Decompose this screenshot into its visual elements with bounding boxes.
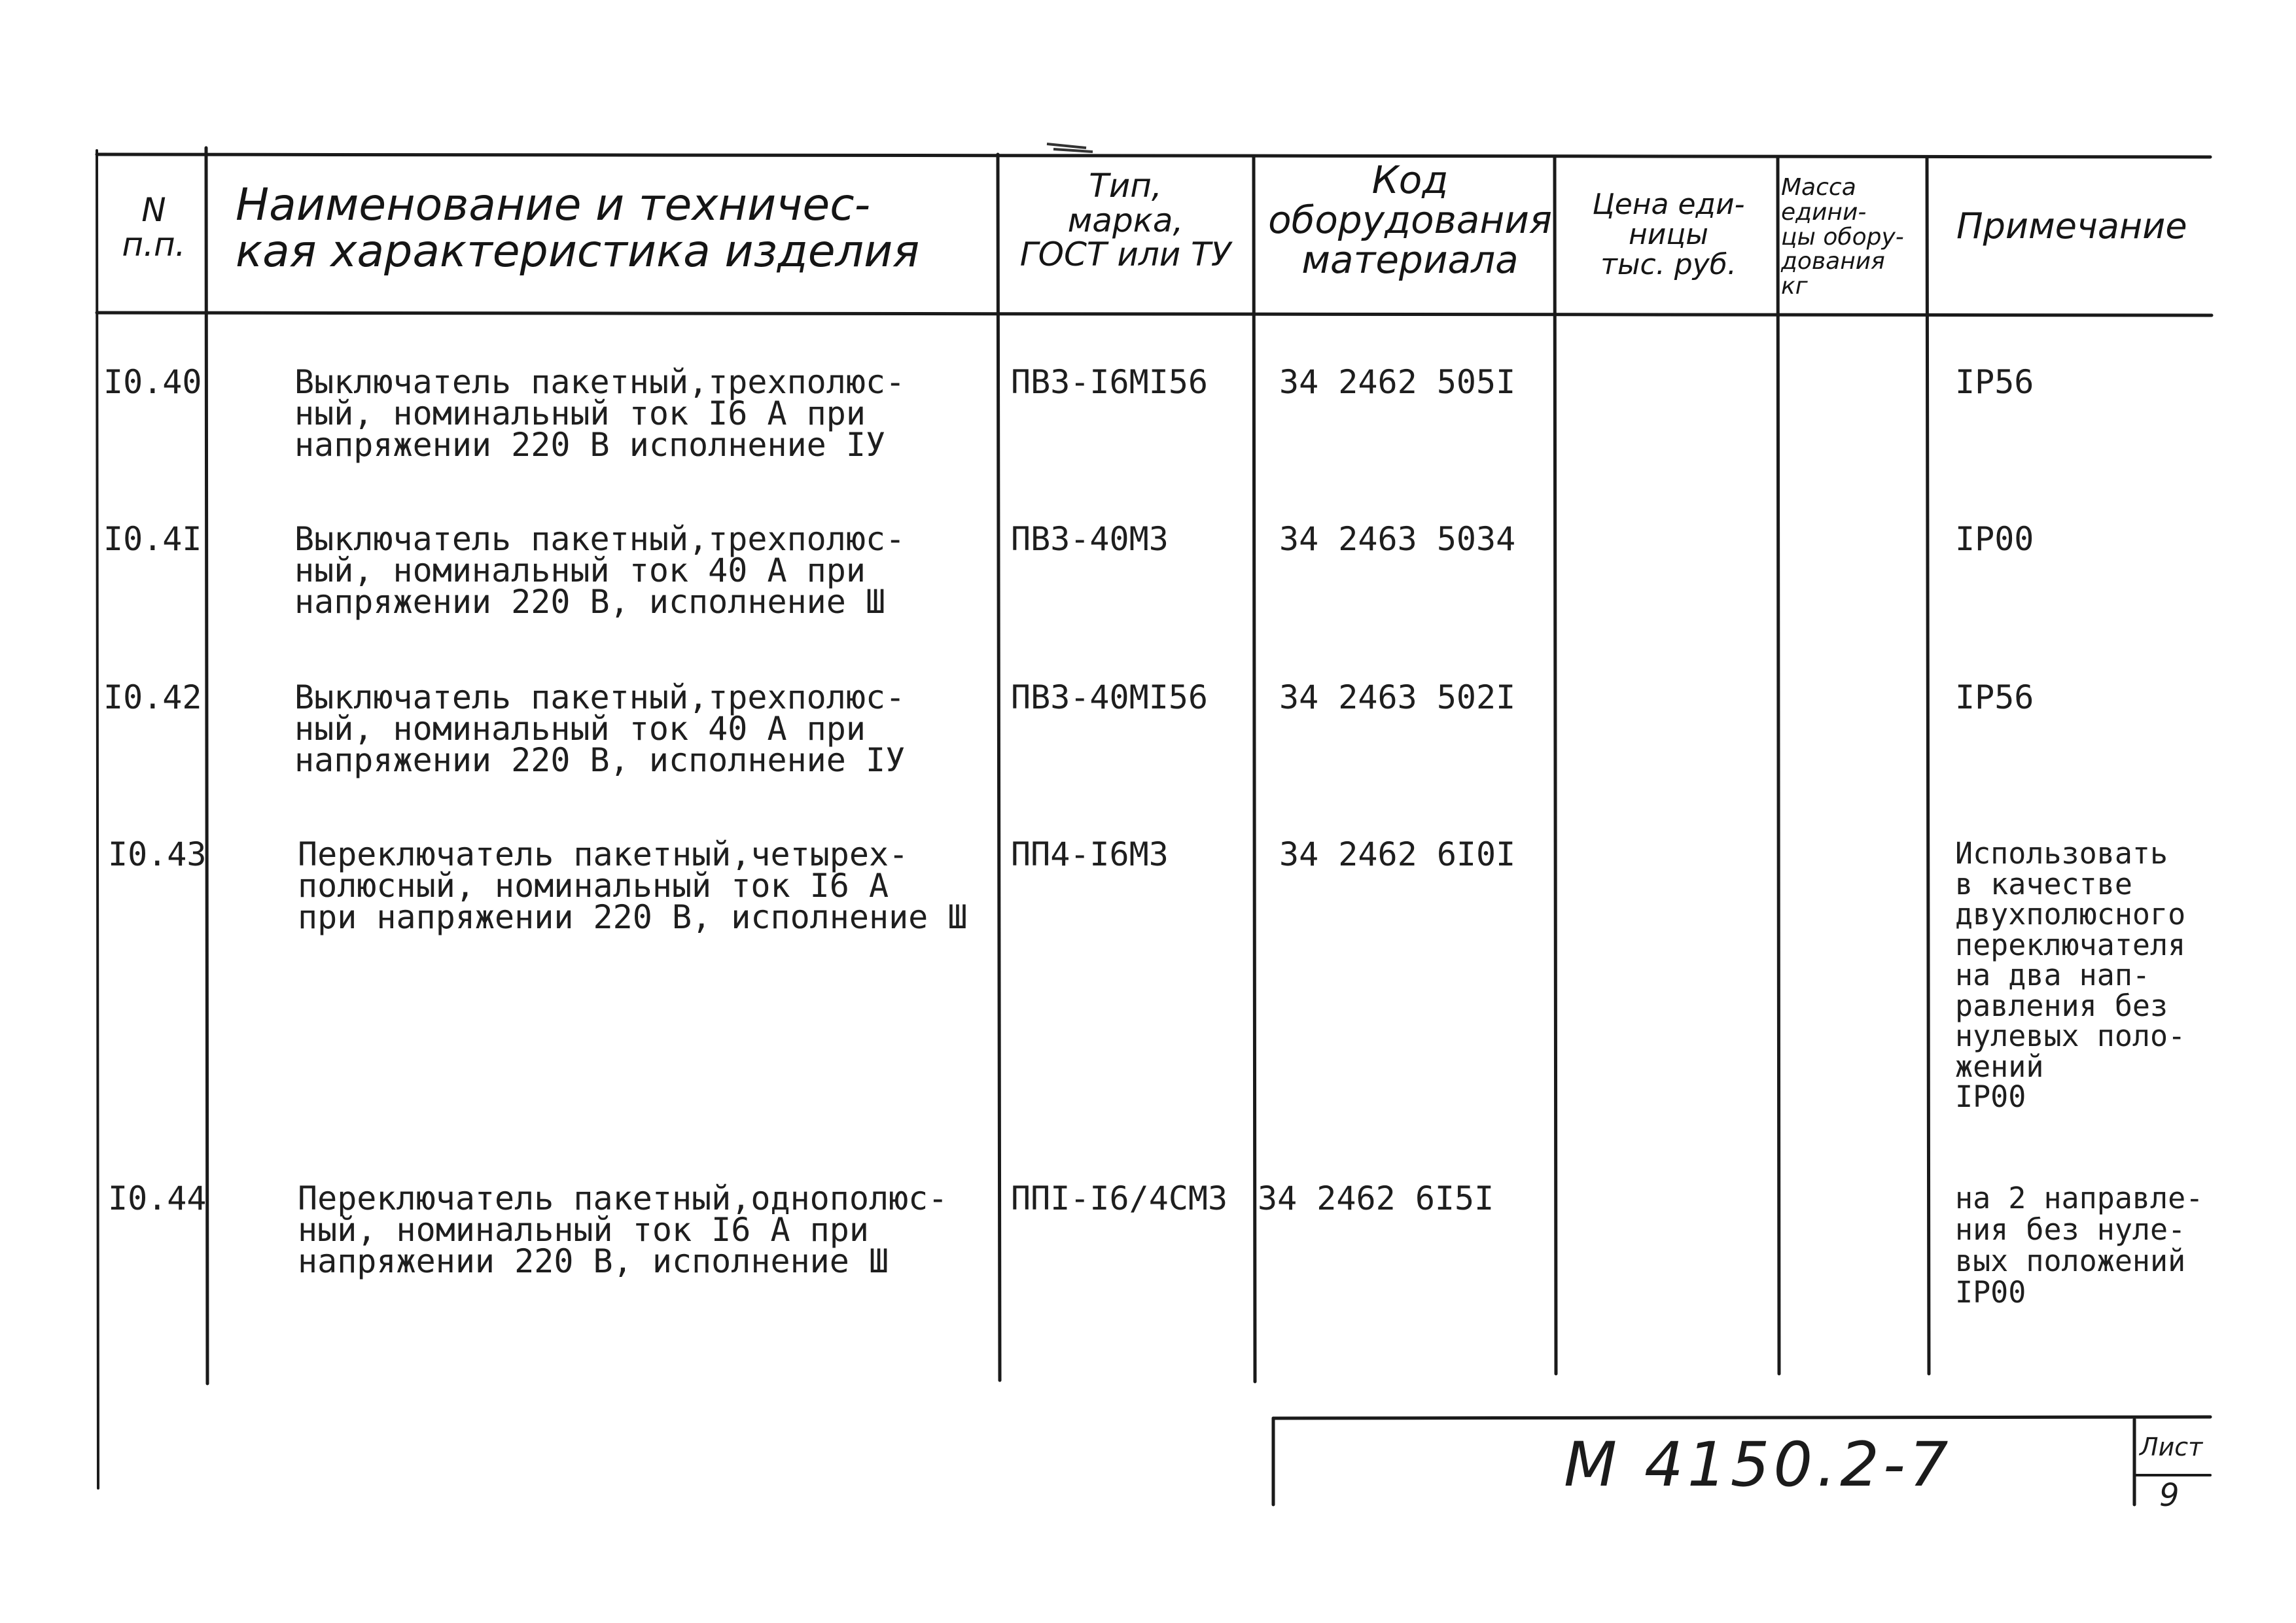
row-num: I0.43 bbox=[108, 835, 207, 873]
row-note: на 2 направле- ния без нуле- вых положений IP00 bbox=[1955, 1181, 2204, 1310]
header-num: N п.п. bbox=[122, 191, 186, 264]
row-code: 34 2463 5034 bbox=[1279, 520, 1516, 558]
header-name: Наименование и техничес- кая характеристика изделия bbox=[236, 179, 920, 278]
sheet-label: Лист bbox=[2140, 1433, 2203, 1461]
header-price: Цена еди- ницы тыс. руб. bbox=[1592, 188, 1745, 282]
row-note: IP56 bbox=[1955, 678, 2034, 716]
row-type: ПВЗ-40МЗ bbox=[1011, 520, 1169, 558]
row-note: IP00 bbox=[1955, 520, 2034, 558]
row-num: I0.42 bbox=[103, 678, 202, 716]
header-note: Примечание bbox=[1956, 205, 2187, 247]
row-type: ПП4-I6МЗ bbox=[1011, 835, 1169, 873]
row-note: IP56 bbox=[1955, 363, 2034, 401]
row-name: Переключатель пакетный,четырех- полюсный, номинальный ток I6 А при напряжении 220 В, исполнение Ш bbox=[298, 835, 968, 936]
sheet-number: 9 bbox=[2159, 1477, 2180, 1514]
row-num: I0.4I bbox=[103, 520, 202, 558]
row-type: ПВЗ-I6MI56 bbox=[1011, 363, 1209, 401]
row-name: Выключатель пакетный,трехполюс- ный, номинальный ток 40 А при напряжении 220 В, исполнение Ш bbox=[294, 520, 906, 621]
row-code: 34 2463 502I bbox=[1279, 678, 1516, 716]
row-code: 34 2462 6I5I bbox=[1258, 1179, 1494, 1217]
header-type: Тип, марка, ГОСТ или ТУ bbox=[1019, 167, 1231, 273]
row-name: Переключатель пакетный,однополюс- ный, номинальный ток I6 А при напряжении 220 В, исполнение Ш bbox=[298, 1179, 948, 1280]
row-code: 34 2462 505I bbox=[1279, 363, 1516, 401]
row-name: Выключатель пакетный,трехполюс- ный, номинальный ток 40 А при напряжении 220 В, исполнение IУ bbox=[294, 678, 906, 779]
row-code: 34 2462 6I0I bbox=[1279, 835, 1516, 873]
header-code: Код оборудования материала bbox=[1268, 158, 1552, 282]
row-num: I0.44 bbox=[108, 1179, 207, 1217]
row-name: Выключатель пакетный,трехполюс- ный, номинальный ток I6 А при напряжении 220 В исполнение IУ bbox=[294, 363, 906, 464]
document-code: М 4150.2-7 bbox=[1564, 1429, 1952, 1501]
row-num: I0.40 bbox=[103, 363, 202, 401]
row-type: ПВЗ-40МI56 bbox=[1011, 678, 1209, 716]
row-type: ППI-I6/4СМЗ bbox=[1011, 1179, 1228, 1217]
row-note: Использовать в качестве двухполюсного переключателя на два нап- равления без нулевых поло- жений IP00 bbox=[1955, 836, 2186, 1114]
header-mass: Масса едини- цы обору- дования кг bbox=[1781, 174, 1904, 300]
